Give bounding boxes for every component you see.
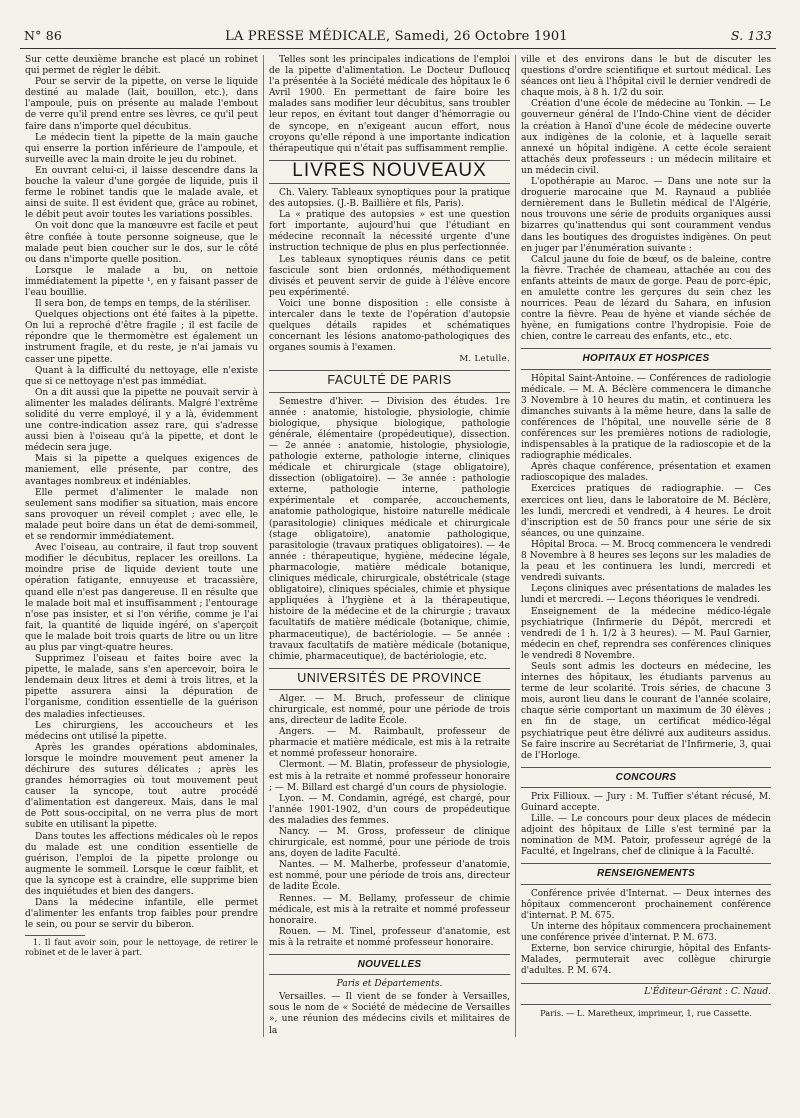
footnote-divider [25,935,85,936]
column-3 [515,55,776,1037]
paragraph: On voit donc que la manœuvre est facile et peut être confiée à toute personne soigneuse, que le malade peut bien coucher sur le dos, sur le côté ou dans n'importe quelle position. [25,221,258,265]
paragraph: Supprimez l'oiseau et faites boire avec la pipette, le malade, sans s'en apercevoir, boira le lendemain deux litres et demi à trois litres, et la pipette assurera ainsi la dépuration de l'organisme, condition essentielle de la guérison des maladies infectieuses. [25,654,258,720]
printer-line: Paris. — L. Maretheux, imprimeur, 1, rue Cassette. [521,1004,771,1019]
paragraph: Hôpital Saint-Antoine. — Conférences de radiologie médicale. — M. A. Béclère commencera le dimanche 3 Novembre à 10 heures du matin, et continuera les dimanches suivants à la même heure, dans la salle de conférences de l'hôpital, une nouvelle série de 8 conférences sur les premières notions de radiologie, indispensables à la pratique de la radioscopie et de la radiographie médicales. [521,373,771,462]
editor-line: L'Éditeur-Gérant : C. Naud. [521,983,771,998]
paragraph: Externe, bon service chirurgie, hôpital des Enfants-Malades, permuterait avec collègue chirurgie d'adultes. P. M. 674. [521,944,771,977]
paragraph: Lyon. — M. Condamin, agrégé, est chargé, pour l'année 1901-1902, d'un cours de propédeutique des maladies des femmes. [269,793,510,826]
paragraph: Pour se servir de la pipette, on verse le liquide destiné au malade (lait, bouillon, etc.), dans l'ampoule, puis on présente au malade l'embout de verre qu'il prend entre ses lèvres, ce qu'il peut faire dans n'importe quel décubitus. [25,77,258,132]
paragraph: Création d'une école de médecine au Tonkin. — Le gouverneur général de l'Indo-Chine vient de décider la création à Hanoï d'une école de médecine ouverte aux indigènes de la colonie, et à laquelle serait annexé un hôpital indigène. A cette école seraient attachés deux professeurs : un médecin militaire et un médecin civil. [521,99,771,176]
paragraph: Après chaque conférence, présentation et examen radioscopique des malades. [521,462,771,484]
paragraph: Quant à la difficulté du nettoyage, elle n'existe que si ce nettoyage n'est pas immédiat. [25,365,258,387]
columns [20,55,776,1037]
paragraph: La « pratique des autopsies » est une question fort importante, aujourd'hui que l'étudiant en médecine reconnaît la nécessité urgente d'une instruction technique de plus en plus perfectionnée. [269,210,510,254]
section-heading-livres [269,160,510,184]
section-heading-universites [269,668,510,690]
livres-title: LIVRES NOUVEAUX [292,159,487,181]
paragraph: Lorsque le malade a bu, on nettoie immédiatement la pipette ¹, en y faisant passer de l'eau bouillie. [25,265,258,298]
masthead [20,28,776,49]
renseignements-title: RENSEIGNEMENTS [596,868,696,880]
paragraph: Prix Fillioux. — Jury : M. Tuffier s'étant récusé, M. Guinard accepte. [521,791,771,813]
concours-title: CONCOURS [615,771,677,783]
paragraph: Exercices pratiques de radiographie. — Ces exercices ont lieu, dans le laboratoire de M. Béclère, les lundi, mercredi et vendredi, à 4 heures. Le droit d'inscription est de 50 francs pour une série de six séances, ou une quinzaine. [521,484,771,539]
universites-title: UNIVERSITÉS DE PROVINCE [297,670,482,685]
section-heading-renseignements [521,863,771,884]
paragraph: Le médecin tient la pipette de la main gauche qui enserre la portion inférieure de l'ampoule, et surveille avec la main droite le jeu du robinet. [25,132,258,165]
paragraph: ville et des environs dans le but de discuter les questions d'ordre scientifique et surtout médical. Les séances ont lieu à l'hôpital civil le dernier vendredi de chaque mois, à 8 h. 1/2 du soir. [521,55,771,99]
paragraph: L'opothérapie au Maroc. — Dans une note sur la droguerie marocaine que M. Raynaud a publiée dernièrement dans le Bulletin médical de l'Algérie, nous trouvons une série de produits organiques aussi bizarres qu'inattendus qui sont couramment vendus dans les boutiques des droguistes indigènes. On peut en juger par l'énumération suivante : [521,177,771,254]
paragraph: Nantes. — M. Malherbe, professeur d'anatomie, est nommé, pour une période de trois ans, directeur de ladite École. [269,860,510,893]
paragraph: Après les grandes opérations abdominales, lorsque le moindre mouvement peut amener la déchirure des sutures délicates ; après les grandes hémorragies où tout mouvement peut causer la syncope, tout autre procédé d'alimentation est dangereux. Mais, dans le mal de Pott sous-occipital, on ne verra plus de mort subite en utilisant la pipette. [25,742,258,831]
paragraph: Telles sont les principales indications de l'emploi de la pipette d'alimentation. Le Docteur Dufloucq l'a présentée à la Société médicale des hôpitaux le 6 Avril 1900. En permettant de faire boire les malades sans modifier leur décubitus, sans troubler leur repos, en évitant tout danger d'hémorragie ou de syncope, en n'exigeant aucun effort, nous croyons qu'elle répond à une importante indication thérapeutique qui n'était pas suffisamment remplie. [269,55,510,154]
paragraph: Enseignement de la médecine médico-légale psychiatrique (Infirmerie du Dépôt, mercredi et vendredi de 1 h. 1/2 à 3 heures). — M. Paul Garnier, médecin en chef, reprendra ses conférences cliniques le vendredi 8 Novembre. [521,606,771,661]
paragraph: Seuls sont admis les docteurs en médecine, les internes des hôpitaux, les étudiants parvenus au terme de leur scolarité. Trois séries, de chacune 3 mois, auront lieu dans le courant de l'année scolaire, chaque série comportant un maximum de 30 élèves ; en fin de stage, un certificat médico-légal psychiatrique peut être délivré aux auditeurs assidus. Se faire inscrire au Secrétariat de l'Infirmerie, 3, quai de l'Horloge. [521,661,771,761]
paragraph: Mais si la pipette a quelques exigences de maniement, elle présente, par contre, des avantages nombreux et indéniables. [25,454,258,487]
nouvelles-title: NOUVELLES [357,959,422,971]
paragraph: Semestre d'hiver. — Division des études. 1re année : anatomie, histologie, physiologie, chimie biologique, physique biologique, pathologie générale, élémentaire (propédeutique), dissection. — 2e année : anatomie, histologie, physiologie, pathologie externe, pathologie interne, cliniques médicale et chirurgicale (stage obligatoire), dissection (obligatoire). — 3e année : pathologie externe, pathologie interne, pathologie expérimentale et comparée, accouchements, anatomie pathologique, histoire naturelle médicale (parasitologie) cliniques médicale et chirurgicale (stage obligatoire), anatomie pathologique, parasitologie (travaux pratiques obligatoires). — 4e année : thérapeutique, hygiène, médecine légale, pharmacologie, matière médicale botanique, cliniques médicale, chirurgicale, obstétricale (stage obligatoire), cliniques spéciales, chimie et physique appliquées à l'hygiène et à la thérapeutique, histoire de la médecine et de la chirurgie ; travaux facultatifs de matière médicale (botanique, chimie, pharmaceutique), de bactériologie. — 5e année : travaux facultatifs de matière médicale (botanique, chimie, pharmaceutique), de bactériologie, etc. [269,396,510,662]
paragraph: Clermont. — M. Blatin, professeur de physiologie, est mis à la retraite et nommé professeur honoraire ; — M. Billard est chargé d'un cours de physiologie. [269,760,510,793]
paragraph: Ch. Valery. Tableaux synoptiques pour la pratique des autopsies. (J.-B. Baillière et fils, Paris). [269,187,510,210]
paragraph: Avec l'oiseau, au contraire, il faut trop souvent modifier le décubitus, replacer les oreillons. La moindre prise de liquide devient toute une opération fatigante, ennuyeuse et tracassière, quand elle n'est pas dangereuse. Il en résulte que le malade boit mal et insuffisamment ; l'entourage n'ose pas insister, et si l'on vérifie, comme je l'ai fait, la quantité de liquide ingéré, on s'aperçoit que le malade boit trois quarts de litre ou un litre au plus par vingt-quatre heures. [25,543,258,653]
section-heading-nouvelles [269,954,510,975]
paragraph: Lille. — Le concours pour deux places de médecin adjoint des hôpitaux de Lille s'est terminé par la nomination de MM. Patoir, professeur agrégé de la Faculté, et Ingelrans, chef de clinique à la Faculté. [521,814,771,858]
paragraph: En ouvrant celui-ci, il laisse descendre dans la bouche la valeur d'une gorgée de liquide, puis il ferme le robinet tandis que le malade avale, et ainsi de suite. Il est évident que, grâce au robinet, le débit peut avoir toutes les variations possibles. [25,165,258,221]
column-2 [263,55,515,1037]
paragraph: Calcul jaune du foie de bœuf, os de baleine, contre la fièvre. Trachée de chameau, attachée au cou des enfants atteints de maux de gorge. Peau de porc-épic, en amulette contre les gerçures du sein chez les nourrices. Peau de lézard du Sahara, en infusion contre la fièvre. Peau de hyène et viande séchée de hyène, en fumigations contre l'hydropisie. Foie de chien, contre le carreau des enfants, etc., etc. [521,254,771,343]
faculte-title: FACULTÉ DE PARIS [327,373,452,388]
paragraph: Quelques objections ont été faites à la pipette. On lui a reproché d'être fragile ; il est facile de répondre que le thermomètre est également un instrument fragile, et du reste, je n'ai jamais vu casser une pipette. [25,310,258,365]
nouvelles-subtitle: Paris et Départements. [336,979,443,990]
paragraph: Voici une bonne disposition : elle consiste à intercaler dans le texte de l'opération d'autopsie quelques détails rapides et schématiques concernant les lésions anatomo-pathologiques des organes soumis à l'examen. [269,298,510,354]
paragraph: Un interne des hôpitaux commencera prochainement une conférence privée d'internat. P. M. 673. [521,921,771,943]
section-heading-concours [521,767,771,788]
paragraph: Elle permet d'alimenter le malade non seulement sans modifier sa situation, mais encore sans provoquer un réveil complet ; avec elle, le malade peut boire dans un état de demi-sommeil, et se rendormir immédiatement. [25,487,258,543]
paragraph: Versailles. — Il vient de se fonder à Versailles, sous le nom de « Société de médecine de Versailles », une réunion des médecins civils et militaires de la [269,992,510,1036]
column-1 [20,55,263,1037]
publication-title: LA PRESSE MÉDICALE, Samedi, 26 Octobre 1901 [225,29,568,44]
paragraph: Dans toutes les affections médicales où le repos du malade est une condition essentielle de guérison, l'emploi de la pipette prolonge ou augmente le sommeil. Lorsque le cœur faiblit, et que la syncope est à craindre, elle supprime bien des inquiétudes et bien des dangers. [25,831,258,898]
paragraph: Il sera bon, de temps en temps, de la stériliser. [35,299,251,310]
review-signature: M. Letulle. [459,354,510,365]
paragraph: Sur cette deuxième branche est placé un robinet qui permet de régler le débit. [25,55,258,77]
section-heading-hopitaux [521,348,771,369]
paragraph: On a dit aussi que la pipette ne pouvait servir à alimenter les malades délirants. Malgré l'extrême solidité du verre employé, il y a là, évidemment une contre-indication assez rare, qui s'adresse aussi bien à l'oiseau qu'à la pipette, et dont le médecin sera juge. [25,387,258,454]
paragraph: Conférence privée d'Internat. — Deux internes des hôpitaux commenceront prochainement conférence d'internat. P. M. 675. [521,888,771,921]
section-heading-faculte [269,370,510,392]
paragraph: Angers. — M. Raimbault, professeur de pharmacie et matière médicale, est mis à la retraite et nommé professeur honoraire. [269,727,510,760]
paragraph: Hôpital Broca. — M. Brocq commencera le vendredi 8 Novembre à 8 heures ses leçons sur les maladies de la peau et les continuera les lundi, mercredi et vendredi suivants. [521,539,771,584]
paragraph: Dans la médecine infantile, elle permet d'alimenter les enfants trop faibles pour prendre le sein, ou pour se servir du biberon. [25,898,258,931]
paragraph: Rouen. — M. Tinel, professeur d'anatomie, est mis à la retraite et nommé professeur honoraire. [269,926,510,948]
paragraph: Les chirurgiens, les accoucheurs et les médecins ont utilisé la pipette. [25,720,258,742]
issue-number: N° 86 [24,28,63,43]
paragraph: Nancy. — M. Gross, professeur de clinique chirurgicale, est nommé, pour une période de trois ans, doyen de ladite Faculté. [269,827,510,860]
paragraph: Alger. — M. Bruch, professeur de clinique chirurgicale, est nommé, pour une période de trois ans, directeur de ladite École. [269,693,510,727]
paragraph: Leçons cliniques avec présentations de malades les lundi et mercredi. — Leçons théoriques le vendredi. [521,584,771,606]
paragraph: Rennes. — M. Bellamy, professeur de chimie médicale, est mis à la retraite et nommé professeur honoraire. [269,893,510,926]
page-number: S. 133 [730,28,772,43]
paragraph: Les tableaux synoptiques réunis dans ce petit fascicule sont bien ordonnés, méthodiquement divisés et peuvent servir de guide à l'élève encore peu expérimenté. [269,254,510,298]
footnote: 1. Il faut avoir soin, pour le nettoyage, de retirer le robinet et de le laver à part. [25,937,258,957]
hopitaux-title: HOPITAUX ET HOSPICES [582,353,710,365]
